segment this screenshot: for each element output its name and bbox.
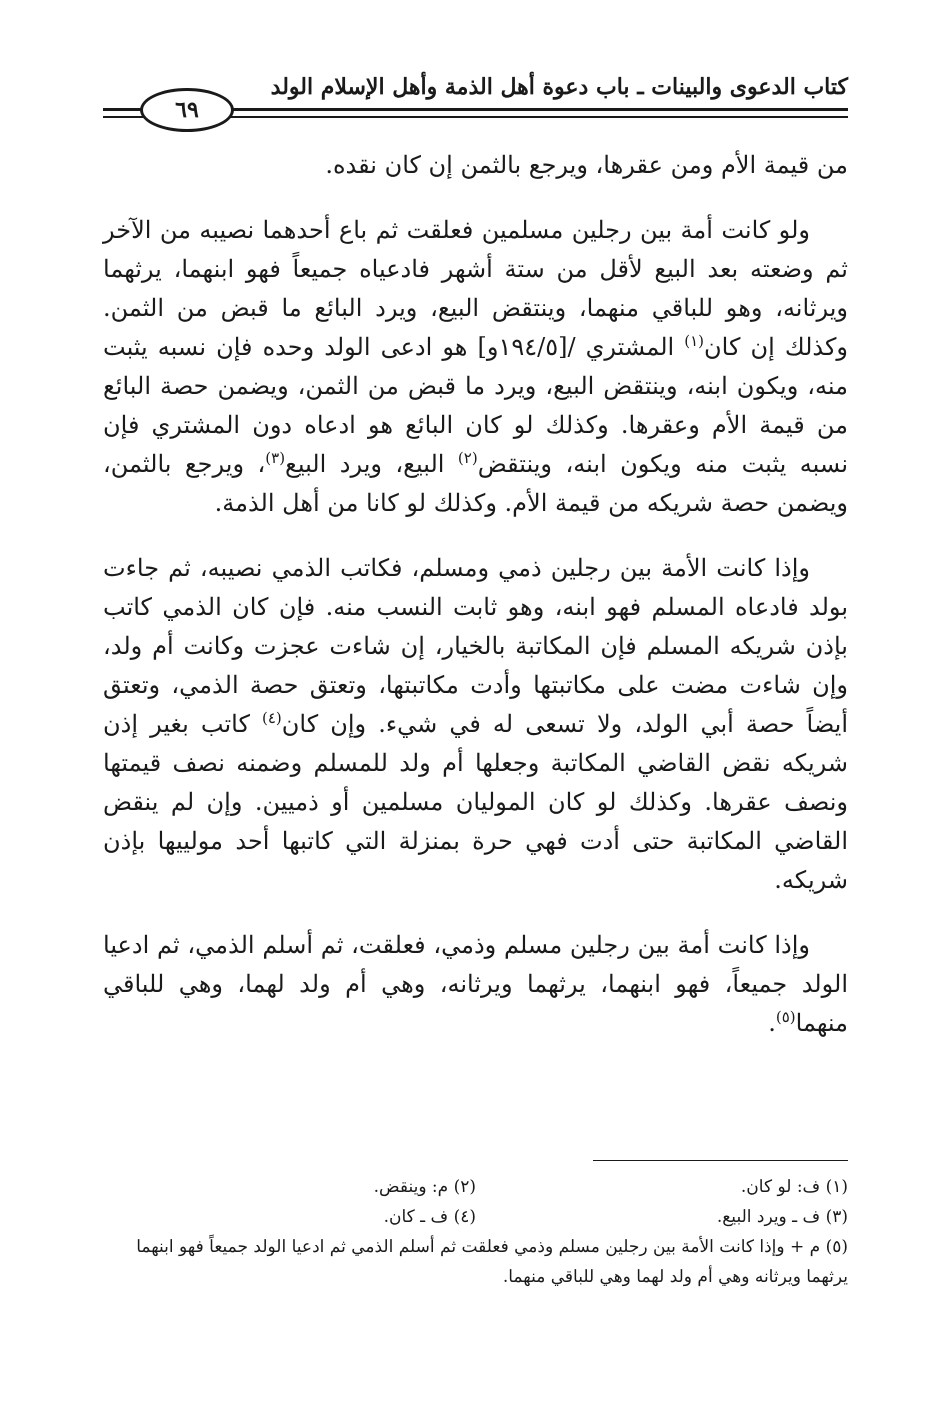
text-run: ولو كانت أمة بين رجلين مسلمين فعلقت ثم باع أحدهما نصيبه من الآخر ثم وضعته بعد البيع لأقل من ستة أشهر فادعياه جميعاً فهو ابنهما، يرثهما ويرثانه، وهو للباقي منهما، وينتقض البيع، ويرد البائع ما قبض من الثمن. وكذلك إن كان	[103, 216, 848, 361]
footnote-4: (٤) ف ـ كان.	[383, 1207, 476, 1227]
text-run: وإذا كانت الأمة بين رجلين ذمي ومسلم، فكاتب الذمي نصيبه، ثم جاءت بولد فادعاه المسلم فهو ابنه، وهو ثابت النسب منه. فإن كان الذمي كاتب بإذن شريكه المسلم فإن المكاتبة بالخيار، إن شاءت عجزت وكانت أم ولد، وإن شاءت مضت على مكاتبتها وأدت مكاتبتها، وتعتق حصة الذمي، وتعتق أيضاً حصة أبي الولد، ولا تسعى له في شيء. وإن كان	[103, 554, 848, 738]
page-number-badge: ٦٩	[140, 88, 234, 132]
main-text	[103, 146, 848, 1069]
paragraph-4	[103, 926, 848, 1043]
paragraph-2	[103, 211, 848, 523]
running-header-title: كتاب الدعوى والبينات ـ باب دعوة أهل الذمة وأهل الإسلام الولد	[270, 74, 848, 100]
footnote-row	[103, 1202, 848, 1232]
footnote-1: (١) ف: لو كان.	[740, 1177, 848, 1197]
footnote-marker-1[interactable]: (١)	[684, 332, 705, 350]
text-run: .	[768, 1009, 776, 1037]
footnote-2: (٢) م: وينقض.	[373, 1177, 476, 1197]
footnotes	[103, 1172, 848, 1292]
paragraph-1	[103, 146, 848, 185]
text-run: كاتب بغير إذن شريكه نقض القاضي المكاتبة وجعلها أم ولد للمسلم وضمنه نصف قيمتها ونصف عقرها. وكذلك لو كان المولیان مسلمين أو ذميين. وإن لم ينقض القاضي المكاتبة حتى أدت فهي حرة بمنزلة التي كاتبها أحد موليیها بإذن شريكه.	[103, 710, 849, 894]
footnote-marker-3[interactable]: (٣)	[265, 449, 286, 467]
paragraph-3	[103, 549, 848, 900]
footnote-row	[103, 1172, 848, 1202]
footnote-marker-5[interactable]: (٥)	[775, 1008, 796, 1026]
footnote-5: (٥) م + وإذا كانت الأمة بين رجلين مسلم وذمي فعلقت ثم أسلم الذمي ثم ادعيا الولد جميعاً فهو ابنهما يرثهما ويرثانه وهي أم ولد لهما وهي للباقي منهما.	[136, 1237, 848, 1287]
text-run: البيع، ويرد البيع	[285, 450, 458, 478]
footnote-3: (٣) ف ـ ويرد البيع.	[716, 1207, 848, 1227]
text-run: من قيمة الأم ومن عقرها، ويرجع بالثمن إن كان نقده.	[325, 151, 848, 179]
text-run: المشتري /[١٩٤/٥و] هو ادعى الولد وحده فإن نسبه يثبت منه، ويكون ابنه، وينتقض البيع، ويرد ما قبض من الثمن، ويضمن حصة البائع من قيمة الأم وعقرها. وكذلك لو كان البائع هو ادعاه دون المشتري فإن نسبه يثبت منه ويكون ابنه، وينتقض	[103, 333, 849, 478]
text-run: وإذا كانت أمة بين رجلين مسلم وذمي، فعلقت، ثم أسلم الذمي، ثم ادعيا الولد جميعاً، فهو ابنهما، يرثهما ويرثانه، وهي أم ولد لهما، وهي للباقي منهما	[103, 931, 848, 1037]
footnote-marker-4[interactable]: (٤)	[262, 709, 282, 727]
footnote-separator	[593, 1160, 848, 1161]
footnote-marker-2[interactable]: (٢)	[457, 449, 478, 467]
text-run: ، ويرجع بالثمن، ويضمن حصة شريكه من قيمة الأم. وكذلك لو كانا من أهل الذمة.	[103, 450, 848, 517]
